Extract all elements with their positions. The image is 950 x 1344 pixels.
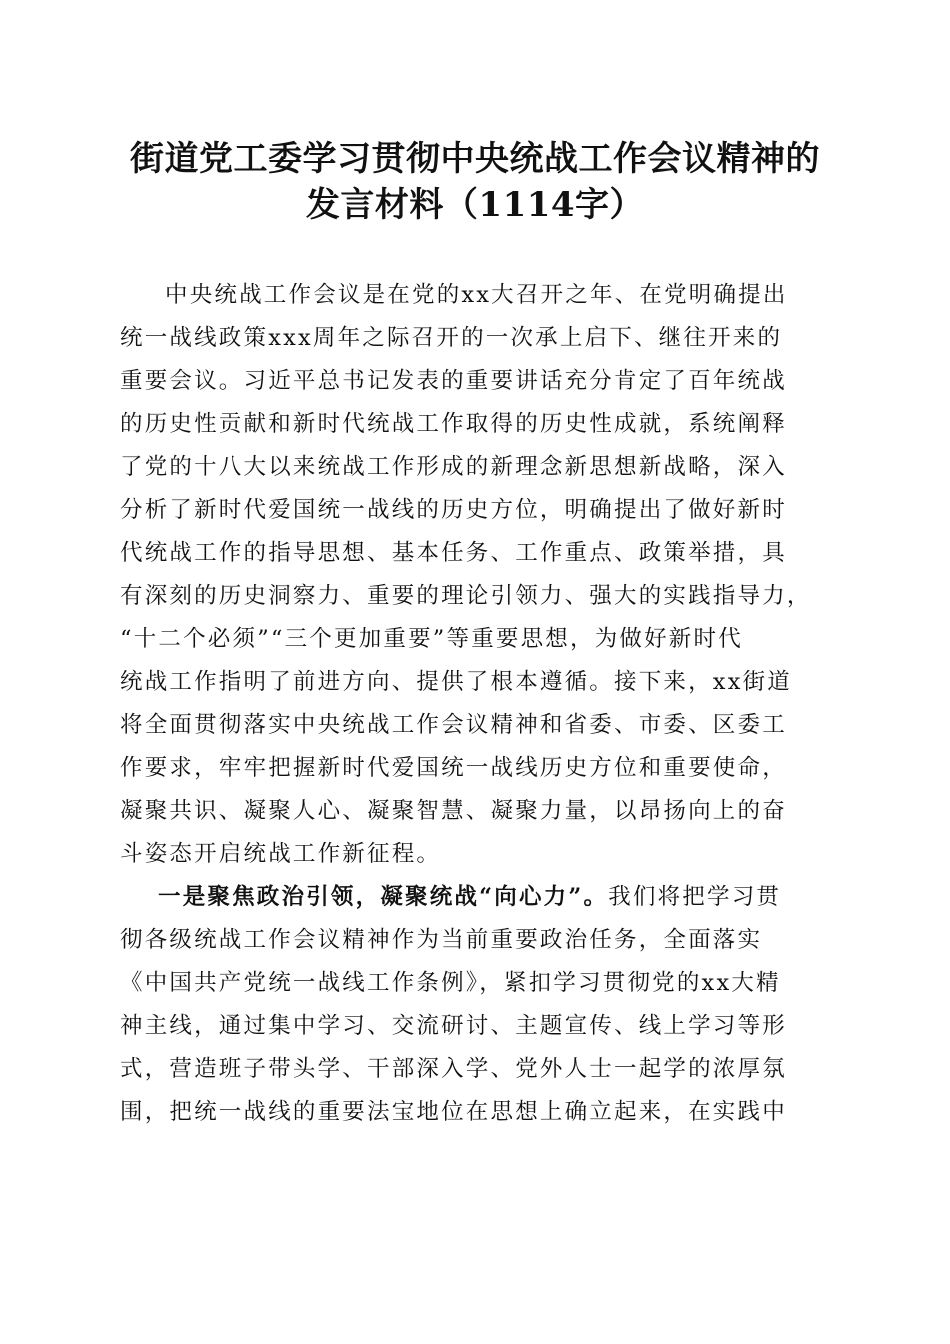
paragraph-line: 分析了新时代爱国统一战线的历史方位，明确提出了做好新时 [120,497,787,523]
paragraph-line: 统一战线政策xxx周年之际召开的一次承上启下、继往开来的 [120,325,783,351]
paragraph-line: 式，营造班子带头学、干部深入学、党外人士一起学的浓厚氛 [120,1056,787,1082]
paragraph-1 [120,274,830,876]
paragraph-line: 凝聚共识、凝聚人心、凝聚智慧、凝聚力量，以昂扬向上的奋 [120,798,787,824]
paragraph-line: 的历史性贡献和新时代统战工作取得的历史性成就，系统阐释 [120,411,787,437]
paragraph-line: 围，把统一战线的重要法宝地位在思想上确立起来，在实践中 [120,1099,787,1125]
paragraph-line: 斗姿态开启统战工作新征程。 [120,841,442,867]
paragraph-line: “十二个必须”“三个更加重要”等重要思想，为做好新时代 [120,626,743,652]
title-line-2: 发言材料（1114字） [305,185,645,225]
paragraph-line: 将全面贯彻落实中央统战工作会议精神和省委、市委、区委工 [120,712,787,738]
paragraph-line: 重要会议。习近平总书记发表的重要讲话充分肯定了百年统战 [120,368,787,394]
section-heading: 一是聚焦政治引领，凝聚统战“向心力”。 [158,884,609,910]
paragraph-line: 作要求，牢牢把握新时代爱国统一战线历史方位和重要使命， [120,755,787,781]
paragraph-line: 了党的十八大以来统战工作形成的新理念新思想新战略，深入 [120,454,787,480]
paragraph-line: 神主线，通过集中学习、交流研讨、主题宣传、线上学习等形 [120,1013,787,1039]
title-line-1: 街道党工委学习贯彻中央统战工作会议精神的 [130,139,820,179]
paragraph-line: 《中国共产党统一战线工作条例》，紧扣学习贯彻党的xx大精 [120,970,781,996]
paragraph-line: 中央统战工作会议是在党的xx大召开之年、在党明确提出 [165,282,788,308]
document-title [100,136,850,228]
document-body [120,274,830,1134]
paragraph-line: 彻各级统战工作会议精神作为当前重要政治任务，全面落实 [120,927,763,953]
paragraph-line [120,876,830,919]
paragraph-2 [120,876,830,1134]
paragraph-line: 有深刻的历史洞察力、重要的理论引领力、强大的实践指导力， [120,583,812,609]
paragraph-line: 代统战工作的指导思想、基本任务、工作重点、政策举措，具 [120,540,787,566]
paragraph-text: 我们将把学习贯 [608,884,782,910]
paragraph-line: 统战工作指明了前进方向、提供了根本遵循。接下来，xx街道 [120,669,792,695]
